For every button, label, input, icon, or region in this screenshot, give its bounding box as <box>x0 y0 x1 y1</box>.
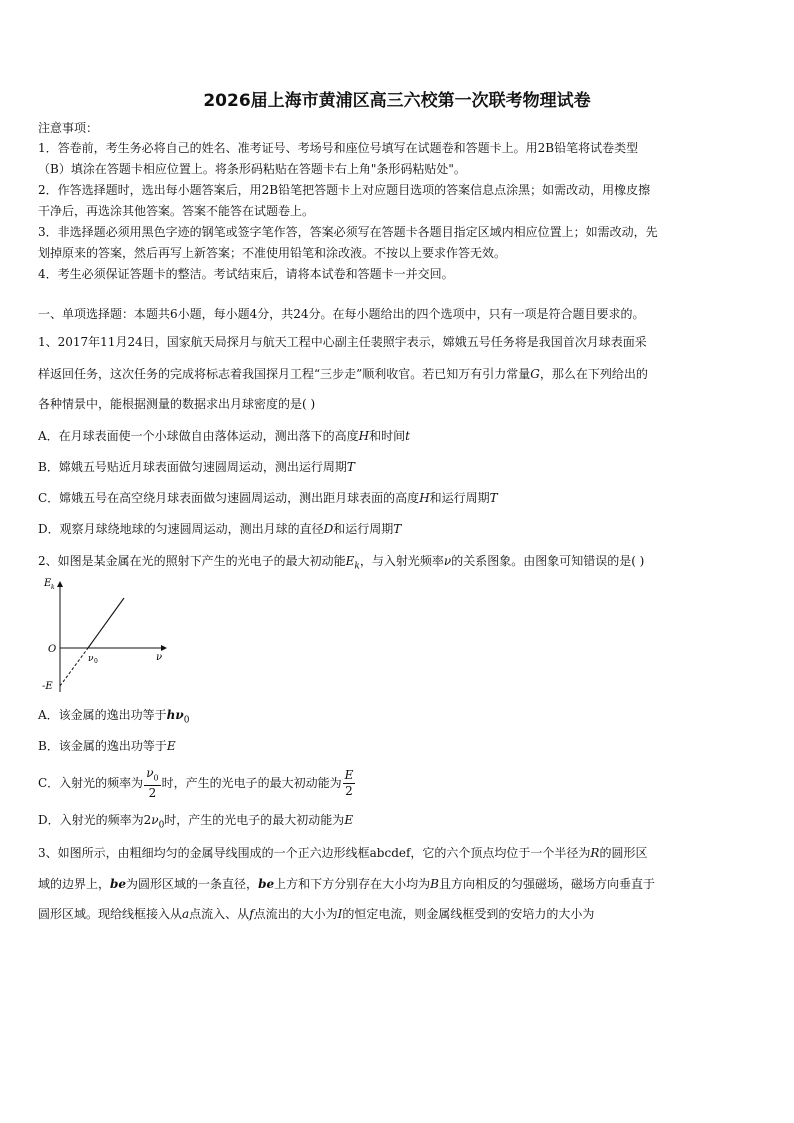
q3-stem-line-1: 3、如图所示，由粗细均匀的金属导线围成的一个正六边形线框abcdef，它的六个顶点均位于一个半径为R的圆形区 <box>38 846 648 860</box>
q2-stem: 2、如图是某金属在光的照射下产生的光电子的最大初动能$E_k$，与入射光频率ν的关系图象。由图象可知错误的是( ) <box>38 554 645 572</box>
section-heading: 一、单项选择题：本题共6小题，每小题4分，共24分。在每小题给出的四个选项中，只有一项是符合题目要求的。 <box>38 307 645 321</box>
q1-stem-line-3: 各种情景中，能根据测量的数据求出月球密度的是( ) <box>38 397 316 411</box>
intercept-label: ν <box>88 654 94 664</box>
exam-title: 2026届上海市黄浦区高三六校第一次联考物理试卷 <box>203 91 591 111</box>
fraction-e-over-2: $\frac{E}{2}$ <box>344 768 354 799</box>
y-axis-label: E <box>44 578 52 589</box>
notice-line-3: 2．作答选择题时，选出每小题答案后，用2B铅笔把答题卡上对应题目选项的答案信息点涂黑；如需改动，用橡皮擦 <box>38 183 651 197</box>
q1-stem-line-1: 1、2017年11月24日，国家航天局探月与航天工程中心副主任裴照宇表示，嫦娥五号任务将是我国首次月球表面采 <box>38 335 647 349</box>
negative-e-label: -E <box>42 681 53 692</box>
notice-line-7: 4．考生必须保证答题卡的整洁。考试结束后，请将本试卷和答题卡一并交回。 <box>38 267 454 281</box>
q1-option-c: C．嫦娥五号在高空绕月球表面做匀速圆周运动，测出距月球表面的高度H和运行周期T <box>38 491 498 505</box>
fraction-nu0-over-2: $\frac{\nu_0}{2}$ <box>146 766 159 801</box>
notice-line-1: 1．答卷前，考生务必将自己的姓名、准考证号、考场号和座位号填写在试题卷和答题卡上。用2B铅笔将试卷类型 <box>38 141 639 155</box>
notice-heading: 注意事项： <box>38 121 99 135</box>
ek-frequency-graph <box>38 574 178 698</box>
q2-option-b: B．该金属的逸出功等于E <box>38 739 176 753</box>
q1-option-a: A．在月球表面使一个小球做自由落体运动，测出落下的高度H和时间t <box>38 429 410 443</box>
x-axis-label: ν <box>156 652 163 663</box>
intercept-label-sub: 0 <box>94 658 98 665</box>
q2-option-c: C．入射光的频率为 $\frac{\nu_0}{2}$ 时，产生的光电子的最大初动能为 $\frac{E}{2}$ <box>38 766 354 801</box>
y-axis-label-sub: k <box>51 584 55 591</box>
q2-option-a: A．该金属的逸出功等于$h\nu_0$ <box>38 708 190 726</box>
q2-option-d: D．入射光的频率为$2\nu_0$时，产生的光电子的最大初动能为E <box>38 813 354 831</box>
ek-line-dashed <box>60 648 88 686</box>
q3-stem-line-3: 圆形区域。现给线框接入从a点流入、从f点流出的大小为I的恒定电流，则金属线框受到的安培力的大小为 <box>38 907 595 921</box>
notice-line-4: 干净后，再选涂其他答案。答案不能答在试题卷上。 <box>38 204 315 218</box>
notice-line-2: （B）填涂在答题卡相应位置上。将条形码粘贴在答题卡右上角"条形码粘贴处"。 <box>38 162 466 176</box>
notice-line-5: 3．非选择题必须用黑色字迹的钢笔或签字笔作答，答案必须写在答题卡各题目指定区域内相应位置上；如需改动，先 <box>38 225 658 239</box>
notice-line-6: 划掉原来的答案，然后再写上新答案；不准使用铅笔和涂改液。不按以上要求作答无效。 <box>38 246 507 260</box>
q1-option-d: D．观察月球绕地球的匀速圆周运动，测出月球的直径D和运行周期T <box>38 522 402 536</box>
origin-label: O <box>48 644 57 655</box>
ek-line-solid <box>88 598 124 648</box>
q1-stem-line-2: 样返回任务，这次任务的完成将标志着我国探月工程“三步走”顺利收官。若已知万有引力常量G，那么在下列给出的 <box>38 367 648 381</box>
q1-option-b: B．嫦娥五号贴近月球表面做匀速圆周运动，测出运行周期T <box>38 460 355 474</box>
q3-stem-line-2: 域的边界上，be为圆形区域的一条直径，be上方和下方分别存在大小均为B且方向相反的匀强磁场，磁场方向垂直于 <box>38 877 655 891</box>
